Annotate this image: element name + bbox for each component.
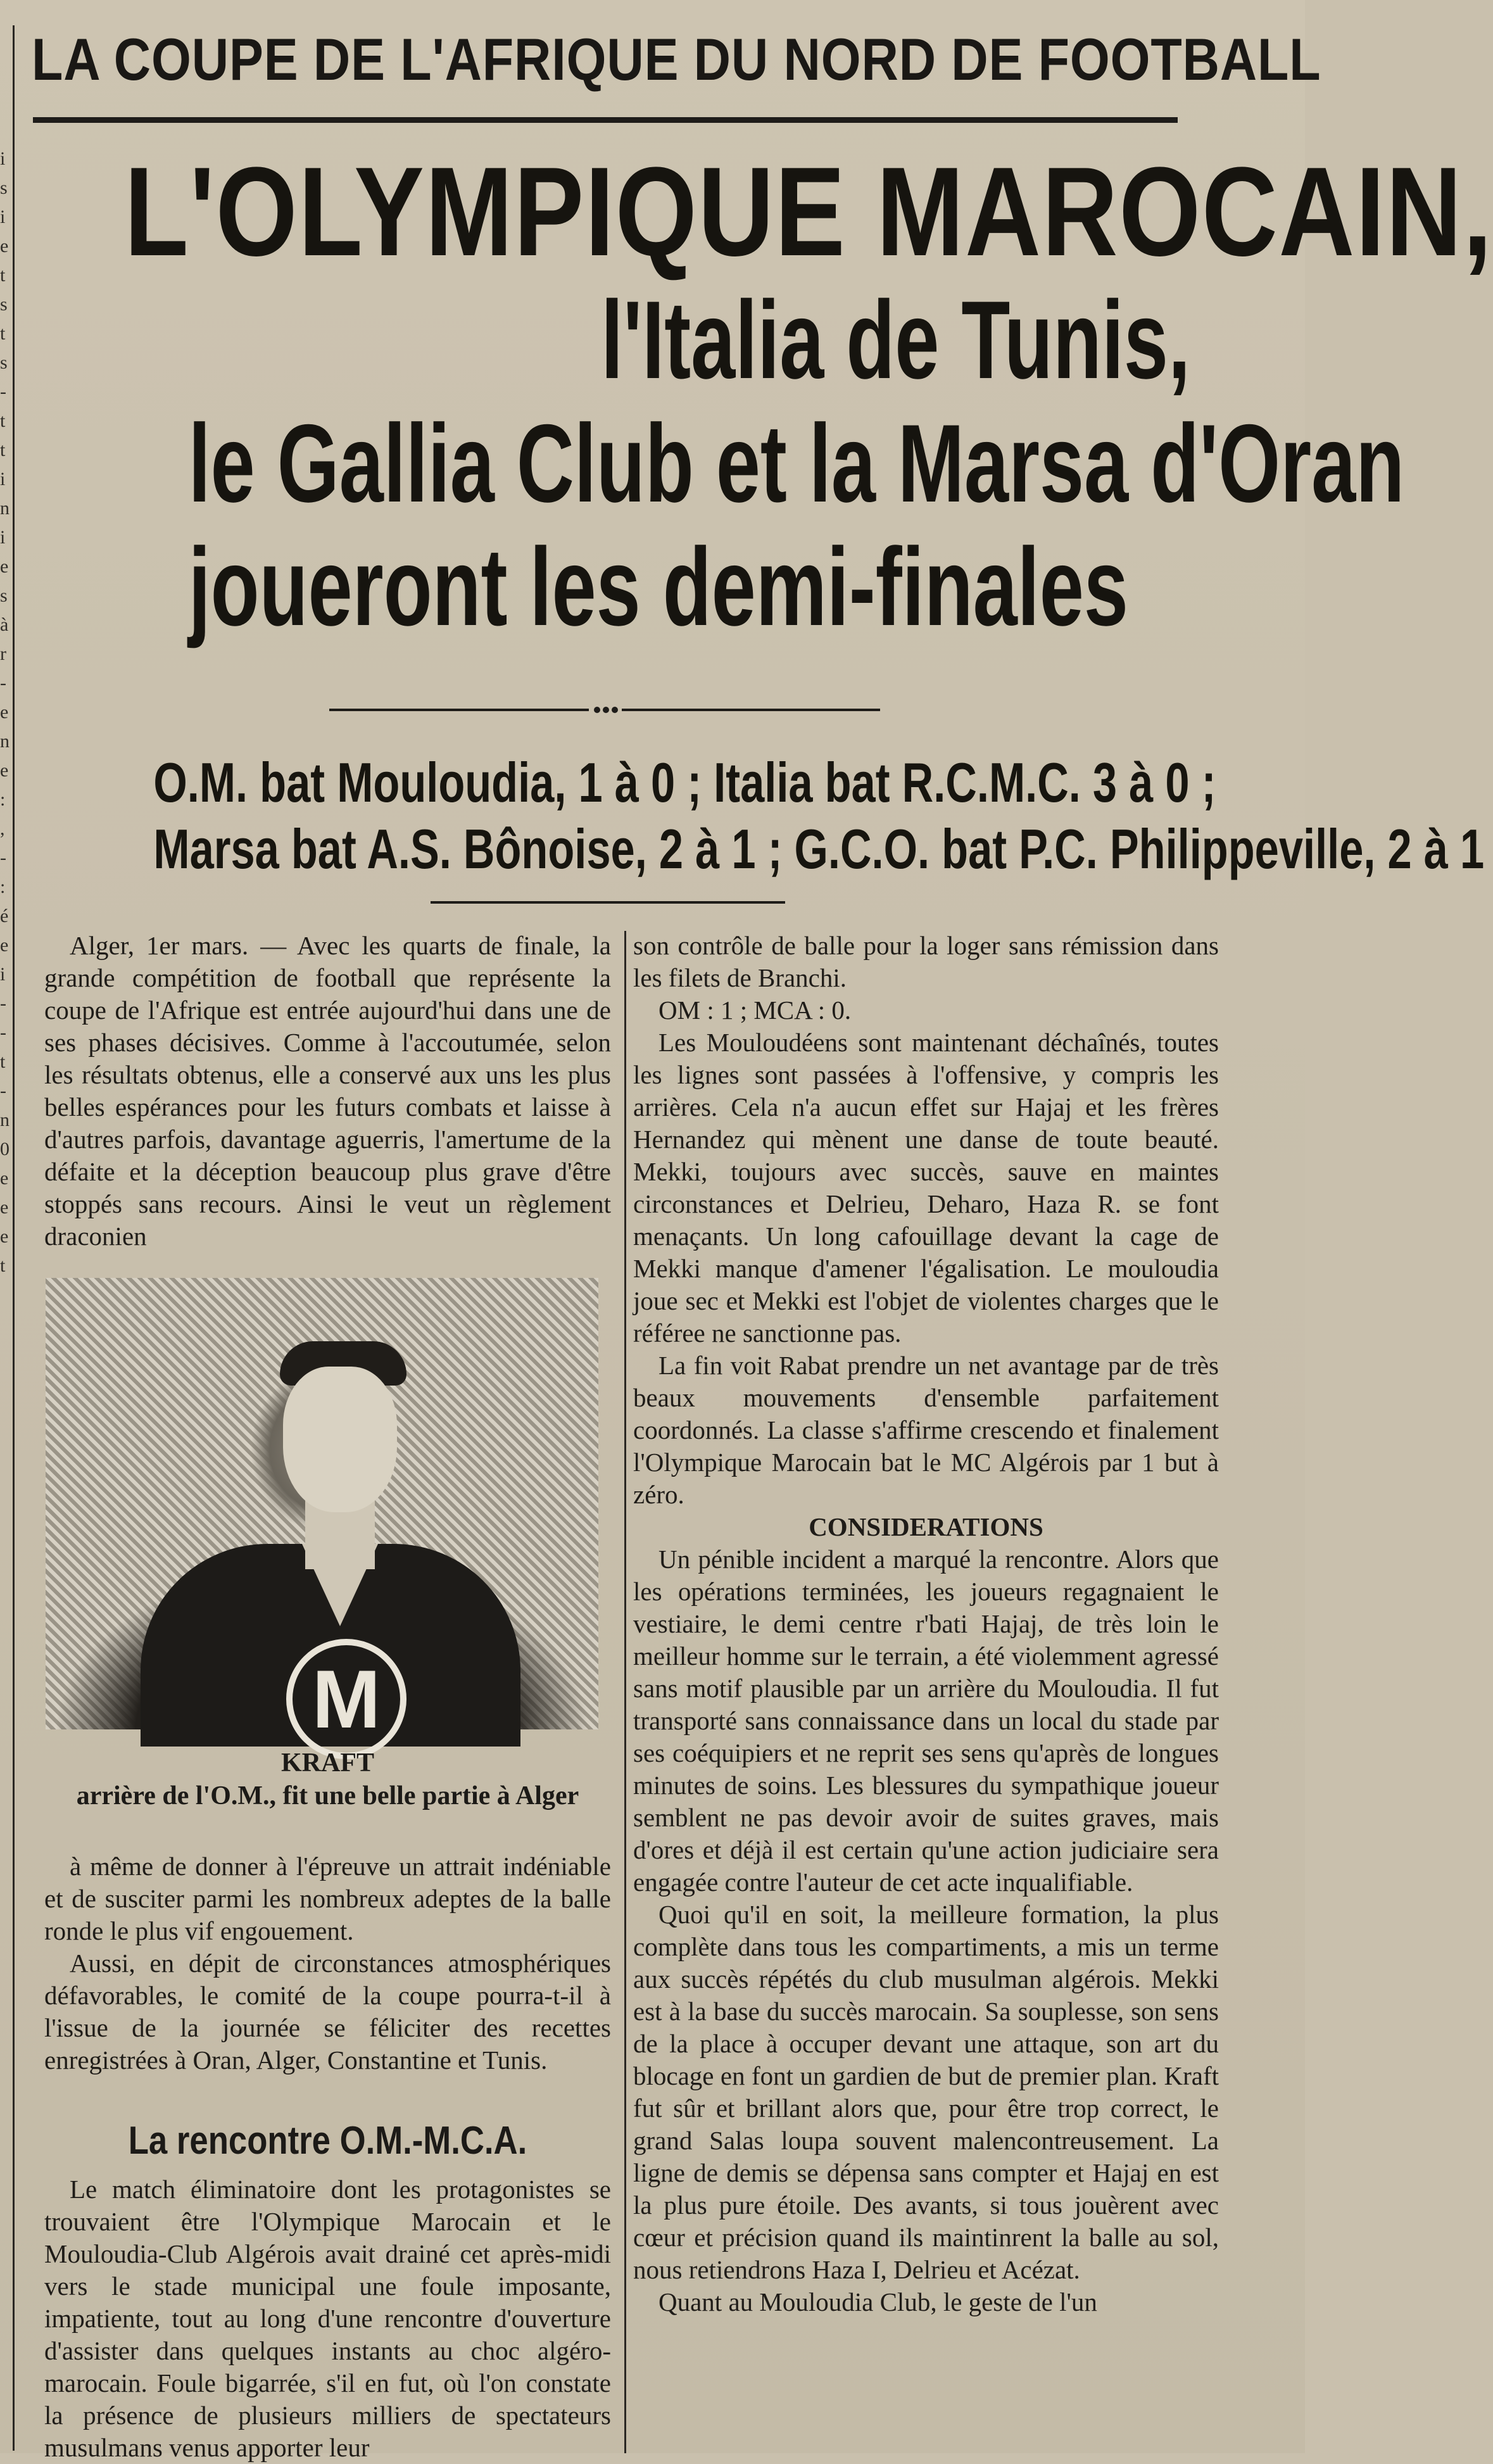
margin-fragment: , [0,818,5,839]
right-paragraph-1: son contrôle de balle pour la loger sans rémission dans les filets de Branchi. [633,931,1219,992]
margin-fragment: s [0,294,8,315]
headline-line-2: l'Italia de Tunis, [601,279,1190,402]
margin-fragment: - [0,1022,6,1043]
margin-fragment: t [0,439,6,460]
margin-fragment: s [0,352,8,373]
margin-fragment: - [0,993,6,1014]
subhead-line-2: Marsa bat A.S. Bônoise, 2 à 1 ; G.C.O. bat P.C. Philippeville, 2 à 1 [153,818,1485,880]
headline-ornament [329,705,880,715]
margin-fragment: s [0,585,8,606]
margin-fragment: n [0,731,9,752]
headline-line-4: joueront les demi-finales [188,526,1128,649]
margin-fragment: : [0,876,6,897]
right-paragraph-2: Les Mouloudéens sont maintenant déchaînés, toutes les lignes sont passées à l'offensive, y compris les arrières. Cela n'a aucun effet sur Hajaj et les frères Hernandez qui mènent une danse de toute beauté. Mekki, toujours avec succès, sauve en maintes circonstances et Delrieu, Deharo, Haza R. se font menaçants. Un long cafouillage devant la cage de Mekki manque d'amener l'égalisation. Le mouloudia joue sec et Mekki est l'objet de violentes charges que le référee ne sanctionne pas. [633,1028,1219,1348]
margin-fragment: i [0,964,6,985]
kraft-photo [46,1278,598,1745]
right-paragraph-3: La fin voit Rabat prendre un net avantage par de très beaux mouvements d'ensemble parfaitement coordonnés. La classe s'affirme crescendo et finalement l'Olympique Marocain bat le MC Algérois par 1 but à zéro. [633,1351,1219,1509]
subhead-rule [431,901,785,904]
match-paragraph: Le match éliminatoire dont les protagonistes se trouvaient être l'Olympique Marocain et le Mouloudia-Club Algérois avait drainé cet après-midi vers le stade municipal une foule imposante, impatiente, tout au long d'une rencontre d'ouverture d'assister dans quelques instants au choc algéro-marocain. Foule bigarrée, s'il en fut, où l'on constate la présence de plusieurs milliers de spectateurs musulmans venus apporter leur [44,2175,611,2462]
section-heading: La rencontre O.M.-M.C.A. [128,2119,527,2163]
adjacent-column-fragments [0,146,11,1282]
margin-fragment: e [0,935,9,956]
intro-paragraph: Alger, 1er mars. — Avec les quarts de finale, la grande compétition de football que représente la coupe de l'Afrique est entrée aujourd'hui dans une de ses phases décisives. Comme à l'accoutumée, selon les résultats obtenus, elle a conservé aux uns les plus belles espérances pour les futurs combats et laisse à d'autres parfois, davantage aguerris, l'amertume de la défaite et la déception beaucoup plus grave d'être stoppés sans recours. Ainsi le veut un règlement draconien [44,931,611,1251]
margin-fragment: i [0,469,6,490]
margin-fragment: t [0,265,6,286]
margin-fragment: n [0,498,9,519]
margin-fragment: e [0,1168,9,1189]
margin-fragment: e [0,1226,9,1247]
margin-fragment: - [0,381,6,402]
photo-caption-name: KRAFT [281,1748,374,1778]
margin-fragment: e [0,236,9,256]
margin-fragment: : [0,789,6,810]
cont-paragraph-1: à même de donner à l'épreuve un attrait indéniable et de susciter parmi les nombreux adeptes de la balle ronde le plus vif engouement. [44,1852,611,1945]
margin-fragment: i [0,148,6,169]
margin-fragment: t [0,323,6,344]
margin-fragment: e [0,1197,9,1218]
margin-fragment: s [0,177,8,198]
left-column-continued [44,1850,611,2076]
considerations-heading: CONSIDERATIONS [809,1512,1043,1541]
margin-fragment: - [0,673,6,693]
margin-fragment: t [0,410,6,431]
margin-fragment: e [0,760,9,781]
right-paragraph-4: Un pénible incident a marqué la rencontre. Alors que les opérations terminées, les joueurs regagnaient le vestiaire, le demi centre r'bati Hajaj, de très loin le meilleur homme sur le terrain, a été violemment agressé sans motif plausible par un arrière du Mouloudia. Il fut transporté sans connaissance dans un local du stade par ses coéquipiers et ne reprit ses sens qu'après de longues minutes de soins. Les blessures du sympathique joueur semblent ne pas devoir avoir de suites graves, mais d'ores et déjà il est certain qu'une action judiciaire sera engagée contre l'auteur de cet acte inqualifiable. [633,1545,1219,1897]
right-paragraph-5: Quoi qu'il en soit, la meilleure formation, la plus complète dans tous les compartiments, a mis un terme aux succès répétés du club musulman algérois. Mekki est à la base du succès marocain. Sa souplesse, son sens de la place à occuper devant une attaque, son art du blocage en font un gardien de but de premier plan. Kraft fut sûr et brillant alors que, pour être trop correct, le grand Salas loupa souvent malencontreusement. La ligne de demis se dépensa sans compter et Hajaj en est la plus pure étoile. Des avants, si tous jouèrent avec cœur et précision quand ils maintinrent la balle au sol, nous retiendrons Haza I, Delrieu et Acézat. [633,1900,1219,2284]
kicker-rule [33,117,1178,123]
photo-caption-text: arrière de l'O.M., fit une belle partie à Alger [76,1781,579,1810]
margin-fragment: e [0,702,9,723]
left-gutter-rule [13,25,15,2451]
margin-fragment: i [0,527,6,548]
margin-fragment: n [0,1109,9,1130]
margin-fragment: t [0,1051,6,1072]
margin-fragment: e [0,556,9,577]
margin-fragment: - [0,847,6,868]
left-column-match [44,2173,611,2464]
margin-fragment: t [0,1255,6,1276]
margin-fragment: i [0,206,6,227]
margin-fragment: r [0,643,6,664]
headline [25,141,1493,649]
left-column-intro [44,930,611,1253]
headline-line-1: L'OLYMPIQUE MAROCAIN, [124,141,1493,282]
margin-fragment: é [0,906,9,926]
column-rule [624,931,626,2453]
margin-fragment: à [0,614,9,635]
right-column [633,930,1219,2318]
kicker-title: LA COUPE DE L'AFRIQUE DU NORD DE FOOTBALL [32,26,1321,92]
right-paragraph-6: Quant au Mouloudia Club, le geste de l'un [658,2287,1097,2316]
headline-line-3: le Gallia Club et la Marsa d'Oran [188,402,1405,526]
score-line: OM : 1 ; MCA : 0. [658,995,852,1025]
margin-fragment: - [0,1080,6,1101]
margin-fragment: 0 [0,1139,9,1159]
subhead-line-1: O.M. bat Mouloudia, 1 à 0 ; Italia bat R.C.M.C. 3 à 0 ; [153,751,1216,814]
cont-paragraph-2: Aussi, en dépit de circonstances atmosphériques défavorables, le comité de la coupe pourra-t-il à l'issue de la journée se féliciter des recettes enregistrées à Oran, Alger, Constantine et Tunis. [44,1949,611,2075]
om-badge-icon: M [286,1639,406,1759]
